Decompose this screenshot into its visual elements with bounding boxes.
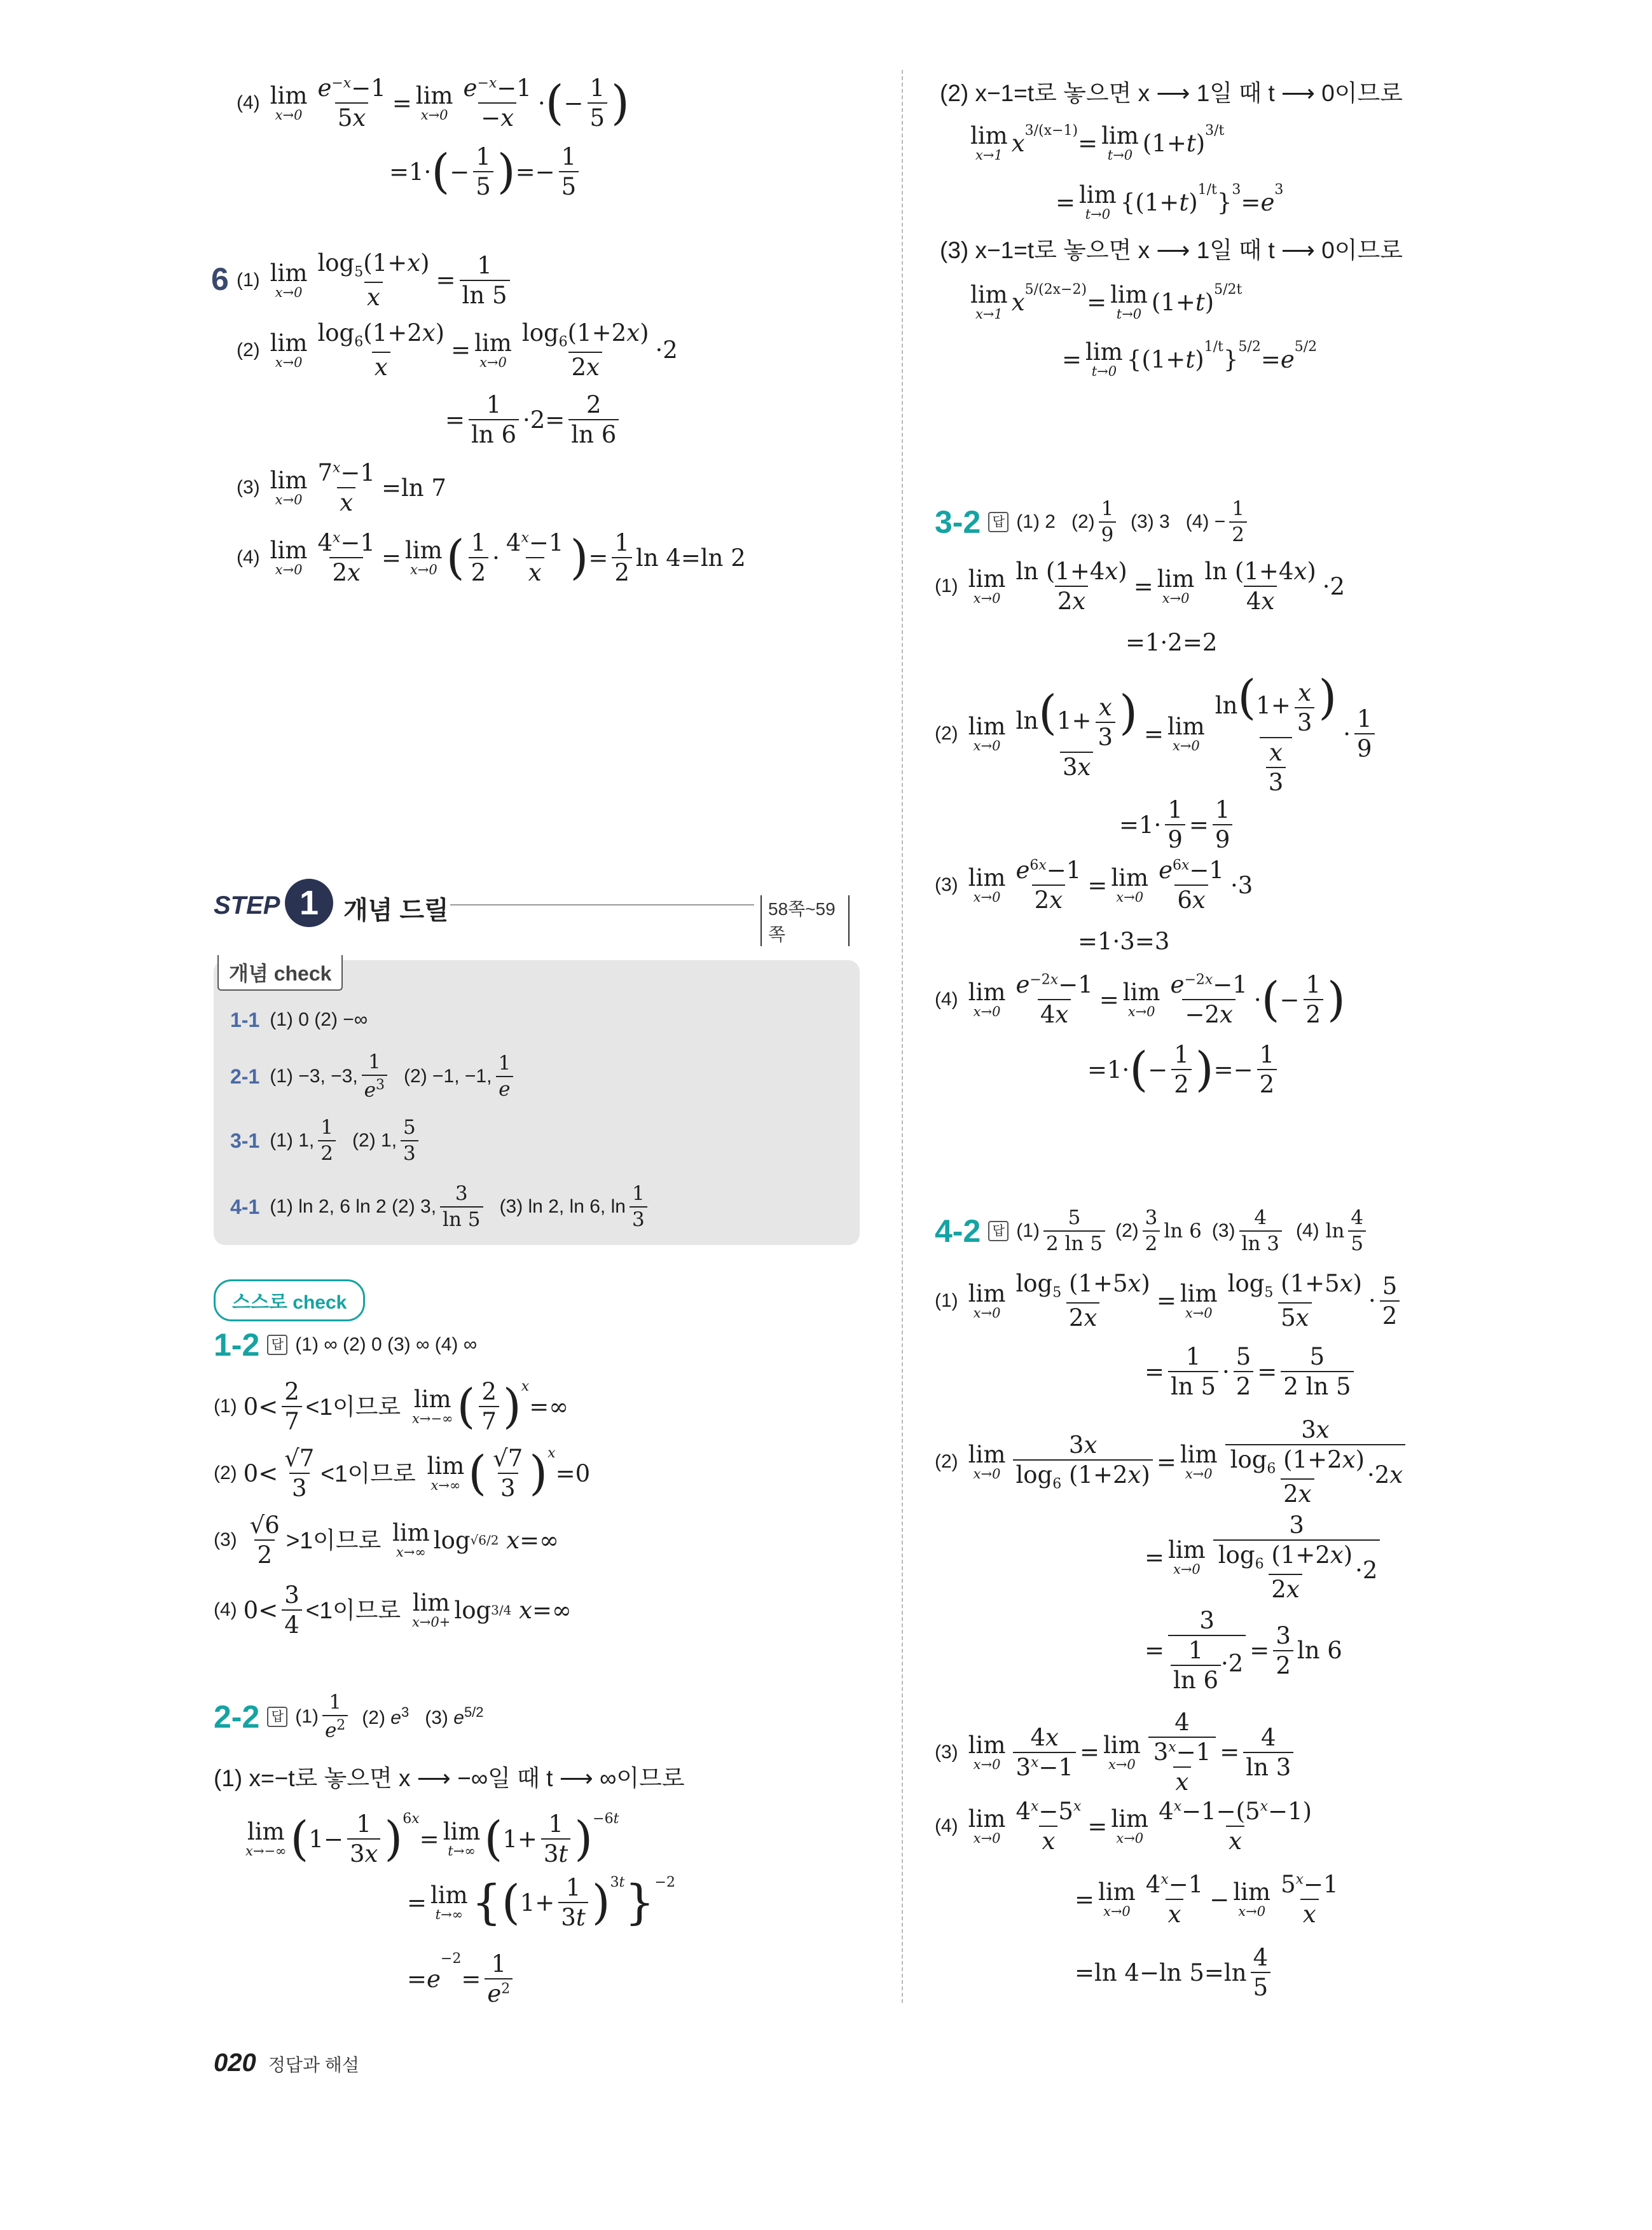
problem-6-label: 6 [211, 261, 229, 297]
p32-line1: (1) lim x→0 ln (1+4x) 2x = lim x→0 ln (1+4x) 4x ·2 [935, 558, 1346, 615]
p42-line6: (3) lim x→0 4x $3^x-1$ = lim x→0 4 $\frac{3^x-1}{x}$ = 4 ln 3 [935, 1710, 1297, 1794]
p42-line5: = 3 $\frac{1}{\ln 6}$ ·2 = 3 2 ln 6 [1145, 1607, 1342, 1694]
p6-line2: (2) lim x→0 $\log_6(1+2x)$ x = lim x→0 $\log_6(1+2x)$ 2x ·2 [237, 319, 678, 382]
r-line5: lim x→1 x $^{5/(2x-2)}$ = lim t→0 (1+ t ) $^{5/2t}$ [970, 281, 1242, 322]
p32-line2: =1·2=2 [1125, 629, 1218, 656]
p4-line1: (4) lim x→0 $e^{-x}-1$ 5x = lim x→0 $e^{-x}-1$ −x · ( − 1 5 ) [237, 74, 630, 132]
footer-label: 정답과 해설 [268, 2055, 359, 2075]
p32-line5: (3) lim x→0 $e^{6x}-1$ 2x = lim x→0 $e^{6x}-1$ 6x ·3 [935, 857, 1253, 914]
p32-line7: (4) lim x→0 $e^{-2x}-1$ 4x = lim x→0 $e^{-2x}-1$ −2x · ( − 1 2 ) [935, 971, 1346, 1028]
concept-check-box: 개념 check 1-1 (1) 0 (2) −∞ 2-1 (1) −3, −3, 1 $e^3$ (2) −1, −1, 1 e 3-1 (1) 1, 1 2 (2) 1, 5 3 4-1 (1) ln 2, 6 ln 2 (2) 3, 3 ln 5 (3) ln 2, ln 6, ln 1 3 [214, 960, 860, 1245]
p32-line6: =1·3=3 [1078, 928, 1170, 955]
p6-line3: = 1 ln 6 ·2= 2 ln 6 [445, 393, 623, 446]
p4-line2: =1· ( − 1 5 ) =− 1 5 [389, 145, 582, 198]
p32-header: 3-2 답 (1) 2 (2) 1 9 (3) 3 (4) − $\frac{1}{2}$ [935, 499, 1251, 545]
page-footer [214, 2049, 359, 2077]
r-line3: = lim t→0 {(1+ t ) $^{1/t}$ } 3 = e $^3$ [1056, 181, 1284, 222]
self-check-badge: 스스로 check [214, 1279, 365, 1321]
column-divider [902, 70, 903, 2003]
step-header: STEP 1 개념 드릴 58쪽~59쪽 [214, 879, 850, 930]
p12-line2: (2) 0< √7 3 <1이므로 lim x→∞ ( √7 3 ) $^x$ =0 [214, 1445, 591, 1502]
p32-line3: (2) lim x→0 ln(1+ $\frac{x}{3}$ ) 3x = lim x→0 ln(1+ $\frac{x}{3}$ ) $\frac{x}{3}$ · 1 9 [935, 674, 1379, 794]
concept-check-title: 개념 check [217, 955, 343, 991]
p42-line9: =ln 4−ln 5=ln 4 5 [1075, 1946, 1274, 1999]
question-number: (4) [237, 92, 260, 113]
p12-line3: (3) √6 2 >1이므로 lim x→∞ log √6/2 x =∞ [214, 1511, 559, 1569]
p42-line2: = 1 ln 5 · 5 2 = 5 2 ln 5 [1145, 1345, 1358, 1398]
p42-header: 4-2 답 (1) 5 2 ln 5 (2) 3 2 ln 6 (3) 4 ln 3 (4) ln 4 5 [935, 1208, 1370, 1254]
p6-line1: (1) lim x→0 $\log_5(1+x)$ x = 1 ln 5 [237, 251, 514, 309]
p42-line8: = lim x→0 $4^x-1$ x − lim x→0 $5^x-1$ x [1075, 1871, 1339, 1928]
page-number: 020 [214, 2049, 256, 2077]
p6-line4: (3) lim x→0 $\frac{7^x-1}{x}$ =ln 7 [237, 459, 446, 516]
r-line1: (2) x−1=t로 놓으면 x ⟶ 1일 때 t ⟶ 0이므로 [940, 80, 1403, 106]
p6-line5: (4) lim x→0 $4^x-1$ 2x = lim x→0 ( 1 2 · $4^x-1$ x ) = 1 2 ln 4=ln 2 [237, 529, 746, 586]
p22-line1: (1) x=−t로 놓으면 x ⟶ −∞일 때 t ⟶ ∞이므로 [214, 1765, 685, 1791]
p22-header: 2-2 답 (1) 1 $e^2$ (2) $e^3$ (3) $e^{5/2}$ [214, 1691, 484, 1742]
p12-line4: (4) 0< 3 4 <1이므로 lim x→0+ log 3/4 x =∞ [214, 1581, 572, 1639]
p12-line1: (1) 0< 2 7 <1이므로 lim x→−∞ ( 2 7 ) $^x$ =∞ [214, 1378, 569, 1435]
p12-header: 1-2 답 (1) ∞ (2) 0 (3) ∞ (4) ∞ [214, 1327, 478, 1363]
p32-line4: =1· 1 9 = 1 9 [1119, 798, 1236, 851]
p42-line3: (2) lim x→0 3x $\log_6 (1+2x)$ = lim x→0 3x $\frac{\log_6 (1+2x)}{2x}$ ·2x [935, 1418, 1409, 1506]
p22-line4: = e −2 = 1 $e^2$ [407, 1952, 516, 2006]
r-line4: (3) x−1=t로 놓으면 x ⟶ 1일 때 t ⟶ 0이므로 [940, 237, 1403, 263]
p32-line8: =1· ( − 1 2 ) =− 1 2 [1087, 1043, 1281, 1096]
p22-line3: = lim t→∞ { ( 1+ 1 3t ) $^{3t}$ } $^{-2}$ [407, 1874, 675, 1931]
p22-line2: lim x→−∞ ( 1− 1 3x ) $^{6x}$ = lim t→∞ ( 1+ 1 3t ) $^{-6t}$ [245, 1810, 619, 1868]
p42-line4: = lim x→0 3 $\frac{\log_6 (1+2x)}{2x}$ ·2 [1145, 1513, 1384, 1601]
p42-line7: (4) lim x→0 $4^x-5^x$ x = lim x→0 $4^x-1-(5^x-1)$ x [935, 1798, 1312, 1855]
r-line6: = lim t→0 {(1+ t ) $^{1/t}$ } 5/2 = e $^{5/2}$ [1062, 338, 1318, 379]
p42-line1: (1) lim x→0 $\log_5 (1+5x)$ 2x = lim x→0 $\log_5 (1+5x)$ 5x · 5 2 [935, 1272, 1403, 1330]
r-line2: lim x→1 x $^{3/(x-1)}$ = lim t→0 (1+ t ) $^{3/t}$ [970, 122, 1225, 163]
